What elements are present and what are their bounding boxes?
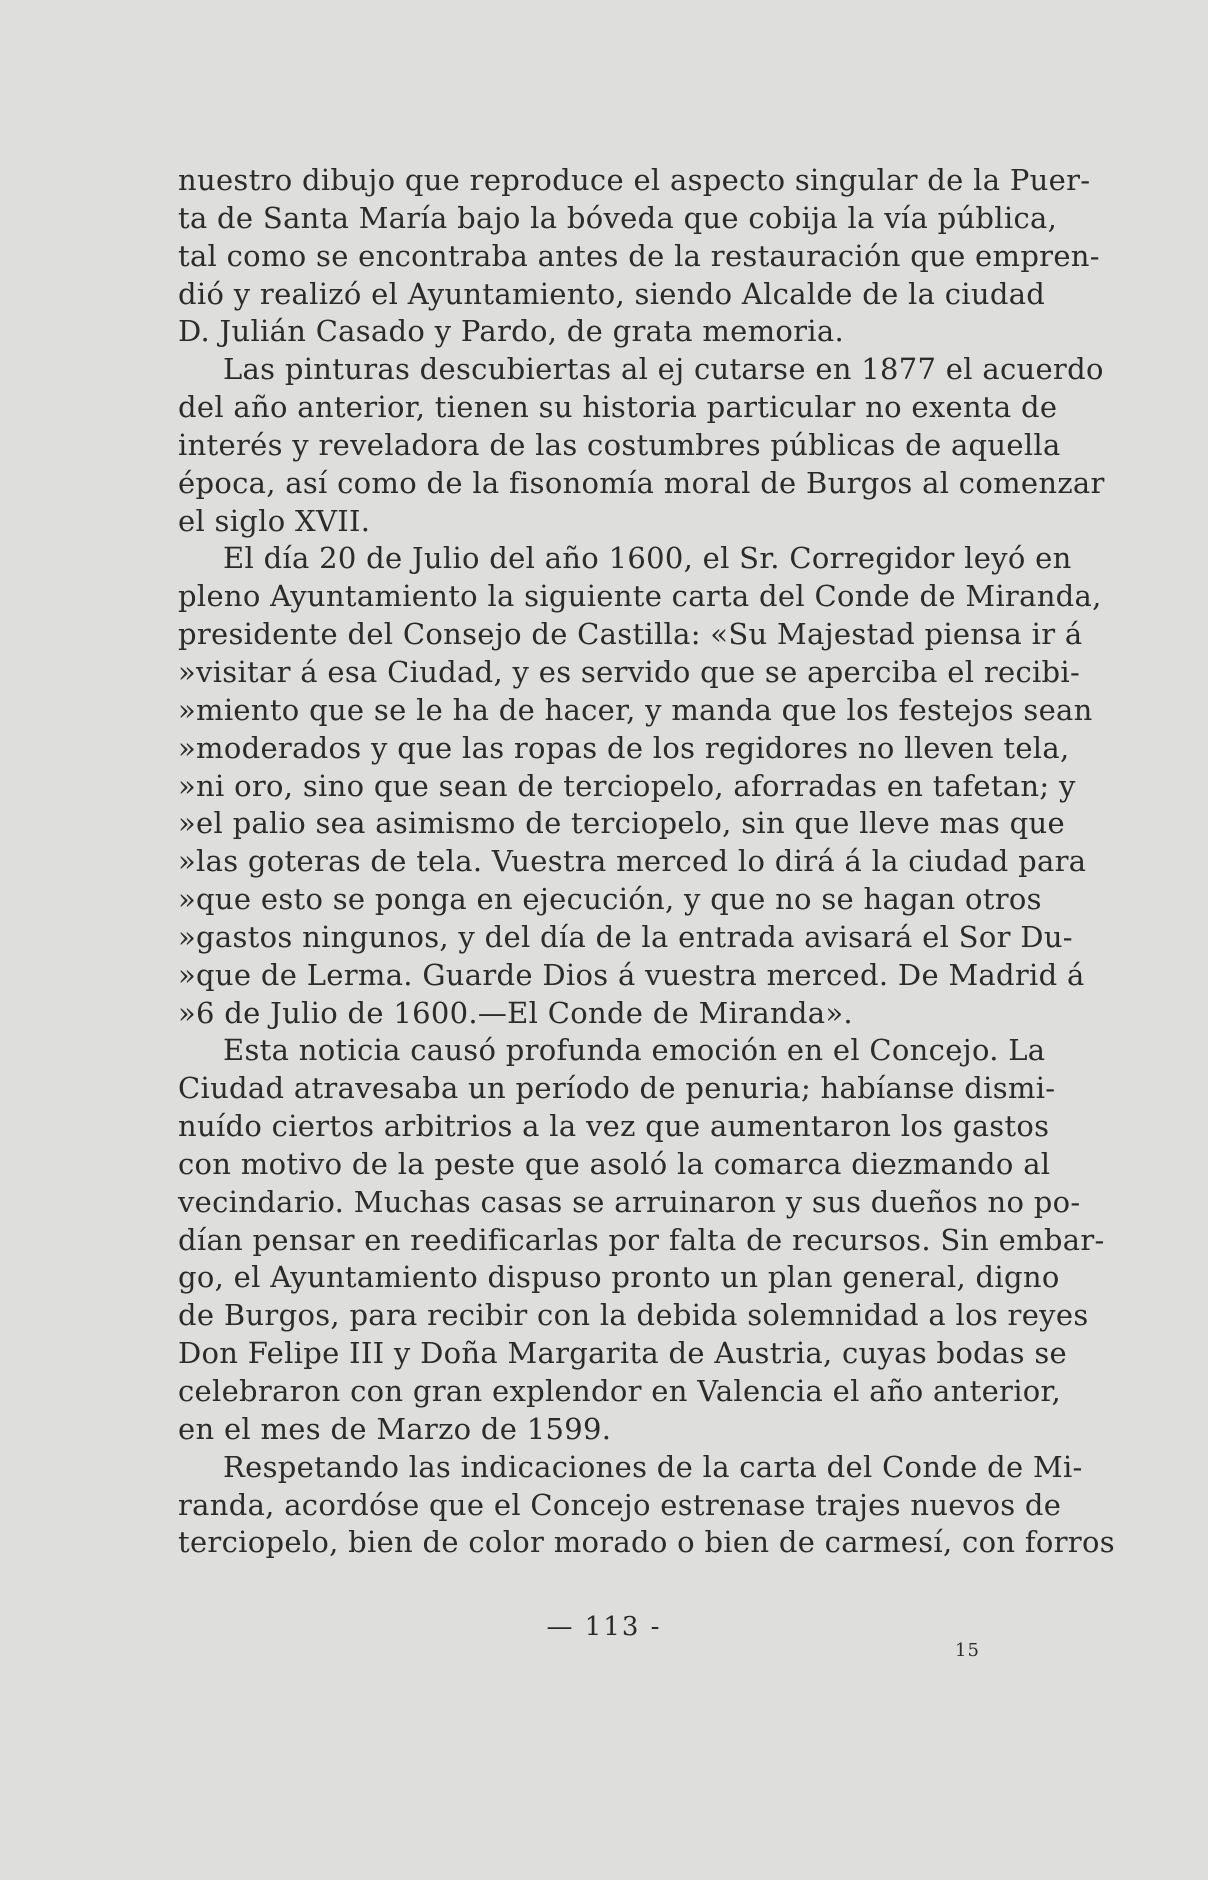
text-line: tal como se encontraba antes de la restauración que empren- <box>178 238 1100 273</box>
text-line: »el palio sea asimismo de terciopelo, sin que lleve mas que <box>178 806 1065 841</box>
paragraph-start-line: Las pinturas descubiertas al ej cutarse en 1877 el acuerdo <box>223 352 1104 387</box>
text-line: D. Julián Casado y Pardo, de grata memoria. <box>178 314 844 349</box>
text-line: go, el Ayuntamiento dispuso pronto un plan general, digno <box>178 1260 1060 1295</box>
text-line: del año anterior, tienen su historia particular no exenta de <box>178 390 1058 425</box>
body-text <box>178 162 1115 1562</box>
text-line: presidente del Consejo de Castilla: «Su Majestad piensa ir á <box>178 617 1083 652</box>
text-line: Don Felipe III y Doña Margarita de Austria, cuyas bodas se <box>178 1336 1067 1371</box>
text-line: de Burgos, para recibir con la debida solemnidad a los reyes <box>178 1298 1089 1333</box>
text-line: el siglo XVII. <box>178 503 371 538</box>
text-line: con motivo de la peste que asoló la comarca diezmando al <box>178 1146 1051 1181</box>
text-line: dió y realizó el Ayuntamiento, siendo Alcalde de la ciudad <box>178 276 1046 311</box>
text-line: »que esto se ponga en ejecución, y que no se hagan otros <box>178 882 1042 917</box>
text-line: en el mes de Marzo de 1599. <box>178 1411 612 1446</box>
text-line: pleno Ayuntamiento la siguiente carta del Conde de Miranda, <box>178 579 1102 614</box>
text-line: ta de Santa María bajo la bóveda que cobija la vía pública, <box>178 200 1058 235</box>
paragraph-start-line: Respetando las indicaciones de la carta del Conde de Mi- <box>223 1449 1083 1484</box>
text-line: »visitar á esa Ciudad, y es servido que se aperciba el recibi- <box>178 654 1081 689</box>
text-line: »6 de Julio de 1600.—El Conde de Miranda». <box>178 995 853 1030</box>
paragraph-start-line: Esta noticia causó profunda emoción en el Concejo. La <box>223 1033 1046 1068</box>
text-line: »ni oro, sino que sean de terciopelo, aforradas en tafetan; y <box>178 768 1076 803</box>
page-number: — 113 - <box>546 1612 662 1642</box>
paragraph-start-line: El día 20 de Julio del año 1600, el Sr. Corregidor leyó en <box>223 541 1072 576</box>
text-line: »que de Lerma. Guarde Dios á vuestra merced. De Madrid á <box>178 957 1085 992</box>
text-line: nuído ciertos arbitrios a la vez que aumentaron los gastos <box>178 1109 1050 1144</box>
text-line: celebraron con gran explendor en Valencia el año anterior, <box>178 1374 1062 1408</box>
text-line: nuestro dibujo que reproduce el aspecto singular de la Puer- <box>178 163 1091 197</box>
signature-mark: 15 <box>955 1640 980 1661</box>
text-line: »moderados y que las ropas de los regidores no lleven tela, <box>178 730 1070 765</box>
text-line: interés y reveladora de las costumbres públicas de aquella <box>178 427 1061 462</box>
text-line: vecindario. Muchas casas se arruinaron y sus dueños no po- <box>178 1184 1081 1219</box>
text-line: dían pensar en reedificarlas por falta de recursos. Sin embar- <box>178 1222 1105 1257</box>
text-line: »gastos ningunos, y del día de la entrada avisará el Sor Du- <box>178 919 1073 954</box>
text-line: Ciudad atravesaba un período de penuria; habíanse dismi- <box>178 1071 1056 1106</box>
text-line: »miento que se le ha de hacer, y manda que los festejos sean <box>178 692 1093 727</box>
text-line: »las goteras de tela. Vuestra merced lo dirá á la ciudad para <box>178 844 1087 879</box>
text-line: época, así como de la fisonomía moral de Burgos al comenzar <box>178 465 1105 500</box>
text-line: randa, acordóse que el Concejo estrenase trajes nuevos de <box>178 1487 1062 1522</box>
text-line: terciopelo, bien de color morado o bien de carmesí, con forros <box>178 1525 1115 1560</box>
